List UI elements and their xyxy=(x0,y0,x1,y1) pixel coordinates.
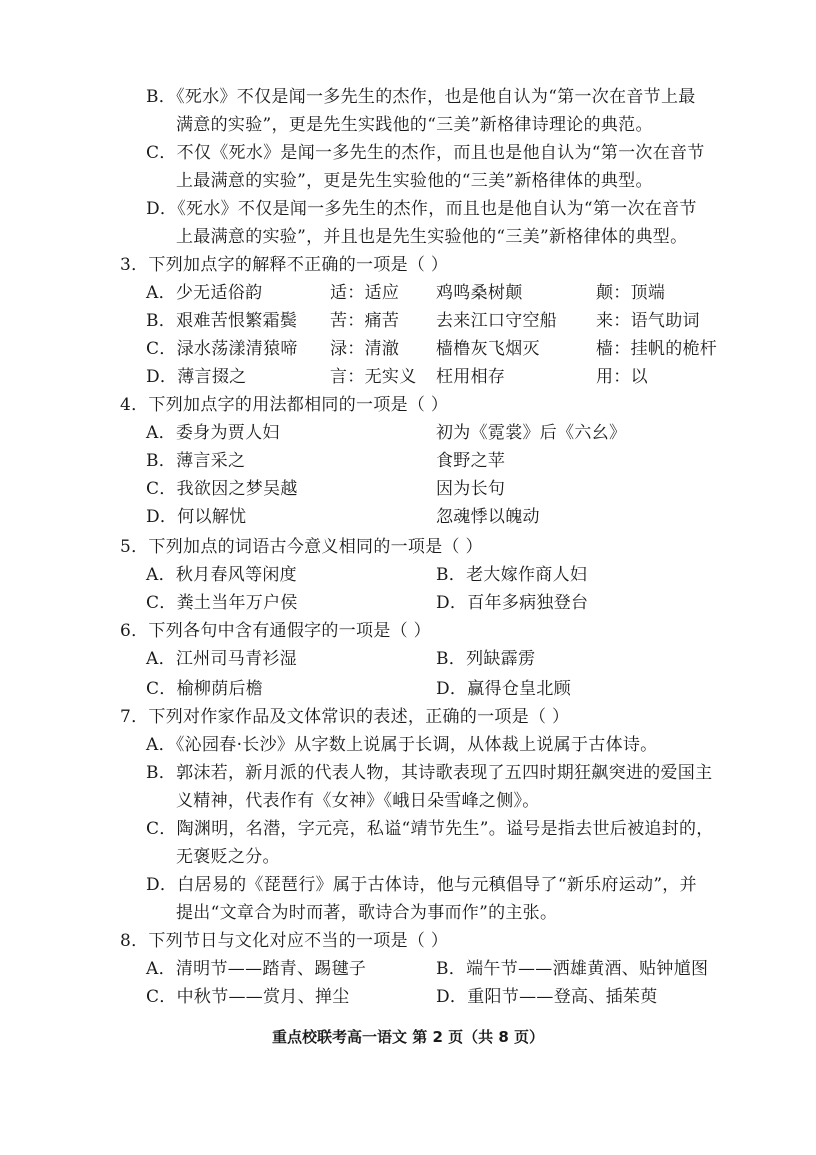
q8-option-b: B．端午节——洒雄黄酒、贴钟馗图 xyxy=(436,959,709,979)
q2-option-b-line1: B．《死水》不仅是闻一多先生的杰作，也是他自认为“第一次在音节上最 xyxy=(146,87,696,107)
q4-d-right: 忽魂悸以魄动 xyxy=(436,507,540,527)
q4-stem: 4．下列加点字的用法都相同的一项是（ ） xyxy=(120,395,449,415)
q3-b-phrase1: B．艰难苦恨繁霜鬓 xyxy=(146,311,298,331)
q5-option-a: A．秋月春风等闲度 xyxy=(146,565,297,585)
q3-c-phrase1: C．渌水荡漾清猿啼 xyxy=(146,339,298,359)
q8-stem: 8．下列节日与文化对应不当的一项是（ ） xyxy=(120,931,449,951)
q3-stem: 3．下列加点字的解释不正确的一项是（ ） xyxy=(120,255,449,275)
q8-option-a: A．清明节——踏青、踢毽子 xyxy=(146,959,367,979)
q3-a-gloss1: 适：适应 xyxy=(330,283,400,303)
q5-option-c: C．粪土当年万户侯 xyxy=(146,593,298,613)
q3-d-phrase2: 枉用相存 xyxy=(436,367,506,387)
q6-stem: 6．下列各句中含有通假字的一项是（ ） xyxy=(120,621,431,641)
q7-option-c-line1: C．陶渊明，名潜，字元亮，私谥“靖节先生”。谥号是指去世后被追封的， xyxy=(146,819,714,839)
q2-option-d-line2: 上最满意的实验”，并且也是先生实验他的“三美”新格律体的典型。 xyxy=(176,227,688,247)
q3-b-gloss2: 来：语气助词 xyxy=(596,311,700,331)
q3-c-gloss2: 樯：挂帆的桅杆 xyxy=(596,339,718,359)
q7-option-b-line1: B．郭沫若，新月派的代表人物，其诗歌表现了五四时期狂飙突进的爱国主 xyxy=(146,763,713,783)
q2-option-d-line1: D．《死水》不仅是闻一多先生的杰作，而且也是他自认为“第一次在音节 xyxy=(146,199,697,219)
q3-b-phrase2: 去来江口守空船 xyxy=(436,311,558,331)
q2-option-b-line2: 满意的实验”，更是先生实践他的“三美”新格律诗理论的典范。 xyxy=(176,115,653,135)
q8-option-c: C．中秋节——赏月、掸尘 xyxy=(146,987,350,1007)
q3-b-gloss1: 苦：痛苦 xyxy=(330,311,400,331)
q7-option-c-line2: 无褒贬之分。 xyxy=(176,847,280,867)
q6-option-c: C．榆柳荫后檐 xyxy=(146,679,264,699)
q3-a-phrase2: 鸡鸣桑树颠 xyxy=(436,283,523,303)
q2-option-c-line2: 上最满意的实验”，更是先生实验他的“三美”新格律体的典型。 xyxy=(176,171,653,191)
q3-c-phrase2: 樯橹灰飞烟灭 xyxy=(436,339,540,359)
q4-b-left: B．薄言采之 xyxy=(146,451,246,471)
q5-stem: 5．下列加点的词语古今意义相同的一项是（ ） xyxy=(120,537,483,557)
q4-a-left: A．委身为贾人妇 xyxy=(146,423,280,443)
q3-d-gloss2: 用：以 xyxy=(596,367,648,387)
q8-option-d: D．重阳节——登高、插茱萸 xyxy=(436,987,658,1007)
q7-option-d-line1: D．白居易的《琵琶行》属于古体诗，他与元稹倡导了“新乐府运动”，并 xyxy=(146,875,697,895)
page-footer: 重点校联考高一语文 第 2 页（共 8 页） xyxy=(272,1028,544,1046)
q4-a-right: 初为《霓裳》后《六幺》 xyxy=(436,423,627,443)
q4-c-right: 因为长句 xyxy=(436,479,506,499)
q5-option-b: B．老大嫁作商人妇 xyxy=(436,565,588,585)
q7-option-d-line2: 提出“文章合为时而著，歌诗合为事而作”的主张。 xyxy=(176,903,558,923)
q3-d-phrase1: D．薄言掇之 xyxy=(146,367,247,387)
q4-d-left: D．何以解忧 xyxy=(146,507,247,527)
q3-c-gloss1: 渌：清澈 xyxy=(330,339,400,359)
q7-option-b-line2: 义精神，代表作有《女神》《峨日朵雪峰之侧》。 xyxy=(176,791,540,811)
q2-option-c-line1: C．不仅《死水》是闻一多先生的杰作，而且也是他自认为“第一次在音节 xyxy=(146,143,705,163)
q4-b-right: 食野之苹 xyxy=(436,451,506,471)
q6-option-a: A．江州司马青衫湿 xyxy=(146,649,297,669)
q4-c-left: C．我欲因之梦吴越 xyxy=(146,479,298,499)
q5-option-d: D．百年多病独登台 xyxy=(436,593,589,613)
q3-a-phrase1: A．少无适俗韵 xyxy=(146,283,263,303)
q3-a-gloss2: 颠：顶端 xyxy=(596,283,666,303)
q7-option-a: A．《沁园春·长沙》从字数上说属于长调，从体裁上说属于古体诗。 xyxy=(146,735,658,755)
q6-option-d: D．赢得仓皇北顾 xyxy=(436,679,572,699)
q7-stem: 7．下列对作家作品及文体常识的表述，正确的一项是（ ） xyxy=(120,707,570,727)
q3-d-gloss1: 言：无实义 xyxy=(330,367,417,387)
q6-option-b: B．列缺霹雳 xyxy=(436,649,536,669)
